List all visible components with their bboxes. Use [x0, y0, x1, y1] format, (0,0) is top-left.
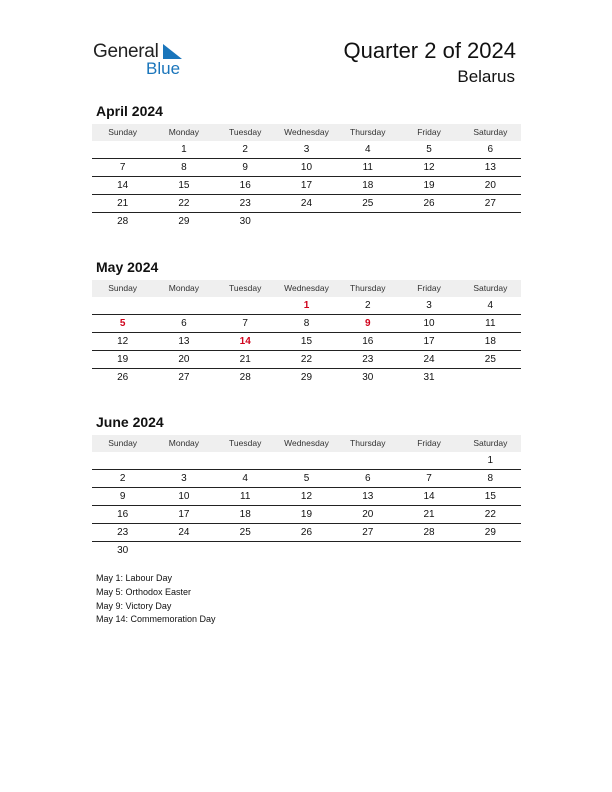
- week-row: [92, 369, 521, 386]
- weekday-label: Thursday: [350, 438, 386, 448]
- day-cell: 4: [364, 144, 371, 155]
- day-cell: 21: [423, 509, 435, 520]
- holiday-notes: [96, 572, 216, 627]
- day-cell: 1: [487, 455, 494, 466]
- weeks: [92, 141, 521, 230]
- holiday-day-cell: 1: [303, 300, 310, 311]
- day-cell: 21: [239, 354, 251, 365]
- day-cell: [92, 141, 153, 158]
- week-row: [92, 542, 521, 559]
- day-cell: 6: [181, 318, 187, 329]
- day-cell: 10: [178, 491, 190, 502]
- day-cell: 6: [364, 473, 371, 484]
- week-row: [92, 213, 521, 230]
- weekday-label: Friday: [417, 127, 441, 137]
- day-cell: 7: [426, 473, 432, 484]
- day-cell: 12: [117, 336, 129, 347]
- week-row: [92, 524, 521, 542]
- day-cell: 22: [484, 509, 496, 520]
- weekday-label: Saturday: [473, 283, 508, 293]
- day-cell: 4: [242, 473, 248, 484]
- week-row: [92, 195, 521, 213]
- weekday-label: Saturday: [473, 127, 508, 137]
- day-cell: 27: [362, 527, 374, 538]
- day-cell: [337, 542, 398, 559]
- day-cell: 17: [178, 509, 190, 520]
- day-cell: 1: [181, 144, 187, 155]
- day-cell: 2: [119, 473, 126, 484]
- day-cell: 3: [181, 473, 187, 484]
- week-row: [92, 141, 521, 159]
- day-cell: 5: [426, 144, 432, 155]
- week-row: [92, 506, 521, 524]
- holiday-note: May 1: Labour Day: [96, 573, 173, 583]
- day-cell: 20: [484, 180, 496, 191]
- day-cell: 8: [181, 162, 187, 173]
- weekday-label: Tuesday: [229, 283, 262, 293]
- weekday-header: [92, 435, 521, 452]
- day-cell: 27: [484, 198, 496, 209]
- month-title: April 2024: [96, 103, 163, 119]
- day-cell: 19: [300, 509, 313, 520]
- day-cell: [398, 452, 459, 469]
- day-cell: [460, 213, 521, 230]
- day-cell: [460, 542, 521, 559]
- day-cell: [276, 452, 337, 469]
- day-cell: 28: [423, 527, 435, 538]
- page-title: Quarter 2 of 2024: [343, 38, 516, 63]
- day-cell: 19: [423, 180, 435, 191]
- week-row: [92, 351, 521, 369]
- day-cell: 24: [178, 527, 190, 538]
- day-cell: 23: [362, 354, 374, 365]
- day-cell: 11: [240, 491, 251, 502]
- logo-triangle-icon: [163, 44, 183, 60]
- day-cell: 12: [423, 162, 435, 173]
- day-cell: 18: [484, 336, 496, 347]
- month-title: June 2024: [96, 414, 164, 430]
- day-cell: [215, 297, 276, 314]
- day-cell: [215, 542, 276, 559]
- day-cell: 16: [239, 180, 251, 191]
- weekday-label: Monday: [168, 438, 200, 448]
- day-cell: 13: [362, 491, 374, 502]
- day-cell: [276, 213, 337, 230]
- day-cell: 22: [178, 198, 190, 209]
- weekday-label: Tuesday: [229, 438, 262, 448]
- day-cell: 24: [423, 354, 435, 365]
- day-cell: [398, 213, 459, 230]
- month-title: May 2024: [96, 259, 159, 275]
- day-cell: 10: [423, 318, 435, 329]
- holiday-note: May 9: Victory Day: [96, 600, 172, 611]
- day-cell: 20: [178, 354, 190, 365]
- day-cell: 18: [362, 180, 374, 191]
- weekday-label: Wednesday: [284, 283, 329, 293]
- day-cell: 18: [239, 509, 251, 520]
- day-cell: 15: [300, 336, 313, 347]
- day-cell: 8: [303, 318, 310, 329]
- day-cell: 28: [239, 372, 251, 383]
- day-cell: [153, 297, 214, 314]
- holiday-day-cell: 14: [239, 336, 251, 347]
- day-cell: 23: [239, 198, 251, 209]
- weekday-label: Wednesday: [284, 438, 329, 448]
- day-cell: 30: [239, 216, 251, 227]
- holiday-day-cell: 5: [119, 318, 126, 329]
- day-cell: 29: [300, 372, 313, 383]
- day-cell: 25: [484, 354, 496, 365]
- weekday-label: Monday: [168, 283, 200, 293]
- day-cell: 17: [423, 336, 435, 347]
- weekday-label: Tuesday: [229, 127, 262, 137]
- day-cell: 26: [423, 198, 435, 209]
- logo: [93, 40, 193, 80]
- day-cell: 29: [484, 527, 496, 538]
- holiday-note: May 14: Commemoration Day: [96, 614, 216, 625]
- day-cell: [215, 452, 276, 469]
- logo-general-text: General: [93, 41, 159, 62]
- week-row: [92, 177, 521, 195]
- weekday-label: Sunday: [108, 283, 138, 293]
- month-calendar-april: [92, 101, 521, 230]
- week-row: [92, 470, 521, 488]
- day-cell: 2: [364, 300, 371, 311]
- weekday-header: [92, 124, 521, 141]
- month-calendar-may: [92, 257, 521, 386]
- day-cell: 15: [484, 491, 496, 502]
- day-cell: 9: [119, 491, 126, 502]
- day-cell: [398, 542, 459, 559]
- day-cell: 17: [300, 180, 313, 191]
- day-cell: 7: [119, 162, 126, 173]
- day-cell: 10: [300, 162, 313, 173]
- day-cell: 23: [117, 527, 129, 538]
- weekday-label: Wednesday: [284, 127, 329, 137]
- day-cell: 3: [426, 300, 432, 311]
- day-cell: 2: [242, 144, 248, 155]
- day-cell: 8: [487, 473, 494, 484]
- day-cell: 15: [178, 180, 190, 191]
- weekday-label: Thursday: [350, 283, 386, 293]
- holiday-day-cell: 9: [364, 318, 371, 329]
- week-row: [92, 488, 521, 506]
- weekday-label: Thursday: [350, 127, 386, 137]
- weekday-label: Friday: [417, 438, 441, 448]
- day-cell: 25: [362, 198, 374, 209]
- day-cell: 21: [117, 198, 129, 209]
- day-cell: 19: [117, 354, 129, 365]
- week-row: [92, 452, 521, 470]
- country-name: Belarus: [457, 67, 515, 86]
- day-cell: 14: [117, 180, 129, 191]
- day-cell: 20: [362, 509, 374, 520]
- day-cell: 9: [242, 162, 248, 173]
- day-cell: [337, 452, 398, 469]
- week-row: [92, 159, 521, 177]
- day-cell: 29: [178, 216, 190, 227]
- day-cell: 25: [239, 527, 251, 538]
- week-row: [92, 315, 521, 333]
- day-cell: 27: [178, 372, 190, 383]
- day-cell: 30: [362, 372, 374, 383]
- day-cell: 7: [242, 318, 248, 329]
- day-cell: 14: [423, 491, 435, 502]
- weekday-label: Friday: [417, 283, 441, 293]
- day-cell: 26: [117, 372, 129, 383]
- week-row: [92, 333, 521, 351]
- day-cell: 4: [487, 300, 494, 311]
- day-cell: 22: [300, 354, 313, 365]
- day-cell: 6: [487, 144, 494, 155]
- day-cell: 26: [300, 527, 313, 538]
- day-cell: 31: [423, 372, 435, 383]
- day-cell: [337, 213, 398, 230]
- day-cell: 16: [117, 509, 129, 520]
- weekday-label: Monday: [168, 127, 200, 137]
- logo-blue-text: Blue: [146, 59, 181, 78]
- day-cell: 16: [362, 336, 374, 347]
- week-row: [92, 297, 521, 315]
- weekday-label: Saturday: [473, 438, 508, 448]
- weekday-label: Sunday: [108, 438, 138, 448]
- day-cell: 24: [300, 198, 313, 209]
- day-cell: [276, 542, 337, 559]
- day-cell: 30: [117, 545, 129, 556]
- day-cell: [460, 369, 521, 386]
- day-cell: 11: [485, 318, 496, 329]
- day-cell: 13: [484, 162, 496, 173]
- holiday-note: May 5: Orthodox Easter: [96, 586, 192, 597]
- day-cell: [92, 452, 153, 469]
- day-cell: [153, 452, 214, 469]
- day-cell: [153, 542, 214, 559]
- day-cell: 12: [300, 491, 313, 502]
- weeks: [92, 297, 521, 386]
- day-cell: 13: [178, 336, 190, 347]
- day-cell: 5: [303, 473, 310, 484]
- day-cell: 3: [303, 144, 310, 155]
- day-cell: 11: [362, 162, 373, 173]
- weekday-label: Sunday: [108, 127, 138, 137]
- weeks: [92, 452, 521, 559]
- day-cell: 28: [117, 216, 129, 227]
- month-calendar-june: [92, 412, 521, 559]
- day-cell: [92, 297, 153, 314]
- weekday-header: [92, 280, 521, 297]
